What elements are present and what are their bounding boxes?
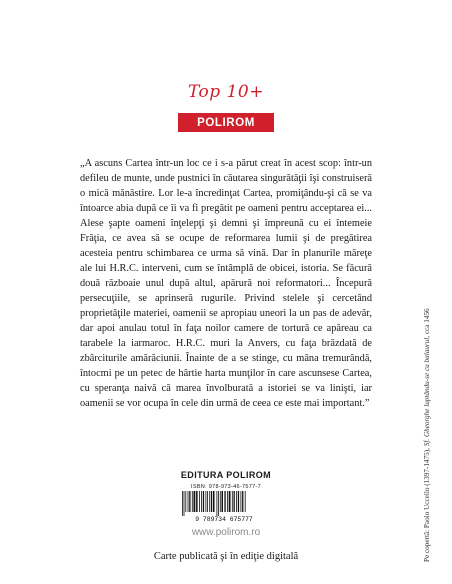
barcode-bar [220,491,221,512]
isbn-barcode [178,491,270,522]
cover-image-credit [423,242,431,562]
barcode-bar [224,491,225,512]
barcode-bar [207,491,208,512]
publisher-name: EDITURA POLIROM [180,470,272,480]
barcode-bar [218,491,219,516]
barcode-bar [185,491,186,512]
digital-edition-note: Carte publicată şi în ediţie digitală [153,551,299,562]
barcode-bar [199,491,200,512]
barcode-bar [222,491,224,512]
barcode-bar [241,491,242,512]
barcode-bar [211,491,212,512]
barcode-bar [188,491,189,512]
barcode-bar [217,491,218,516]
barcode-bar [236,491,237,512]
barcode-bar [234,491,235,512]
barcode-bar [192,491,193,512]
barcode-bar [232,491,233,512]
barcode-bar [227,491,228,512]
barcode-bar [242,491,243,512]
polirom-series-badge: POLIROM [178,113,274,132]
barcode-bar [194,491,196,512]
barcode-bar [201,491,202,512]
back-cover-blurb [80,156,372,411]
credit-painting-title: Sf. Gheorghe luptându-se cu balaurul [423,337,431,447]
blurb-text: „A ascuns Cartea într-un loc ce i s-a părut creat în acest scop: într-un defileu de munte, unde pustnici în căutarea singurătăţii îşi construiseră o mică mănăstire. Lor le-a încredinţat Cartea, promiţându-şi că se va întoarce abia după ce îi va fi pregătit pe oameni pentru acceptarea ei... Alese şapte oameni înţelepţi şi demni şi împreună cu ei întemeie Frăţia, ce avea să se ocupe de reformarea lumii şi de pregătirea acesteia pentru schimbarea ce urma să vină. Dar în planurile măreţe ale lui H.R.C. interveni, cum se întâmplă de obicei, istoria. Se făcură două războaie unul după altul, apărură noi reformatori... Începură persecuţiile, se aprinseră rugurile. Privind stelele şi cercetând proprietăţile materiei, oamenii se apropiau uneori la un pas de adevăr, dar apoi anulau totul în faţa noilor camere de tortură ce apăreau ca tarabele la iarmaroc. H.R.C. muri la Anvers, cu faţa brăzdată de zbârciturile amărăciunii. Înainte de a se stinge, cu mâna tremurândă, întocmi pe un petec de hârtie harta munţilor în care ascunsese Cartea, cu speranţa naivă că marea învolburată a istoriei se va linişti, iar oamenii se vor ocupa în cele din urmă de ceea ce este mai important.” [80,158,372,409]
barcode-bar [203,491,204,512]
publisher-website: www.polirom.ro [191,527,261,538]
barcode-bar [182,491,183,516]
barcode-bar [245,491,246,512]
barcode-bar [238,491,239,512]
barcode-bar [196,491,198,512]
credit-suffix: , cca 1456 [423,308,431,338]
barcode-bar [209,491,210,512]
isbn-text: ISBN: 978-973-46-7577-7 [191,484,261,490]
barcode-bar [229,491,231,512]
barcode-bar [206,491,207,512]
barcode-bars [182,491,246,516]
barcode-digits: 9 789734 675777 [195,516,253,522]
credit-prefix: Pe copertă: Paolo Uccello (1397-1475), [423,446,431,562]
barcode-bar [184,491,185,516]
series-script-logo: Top 10+ [188,82,264,102]
barcode-bar [213,491,215,512]
barcode-bar [189,491,190,512]
